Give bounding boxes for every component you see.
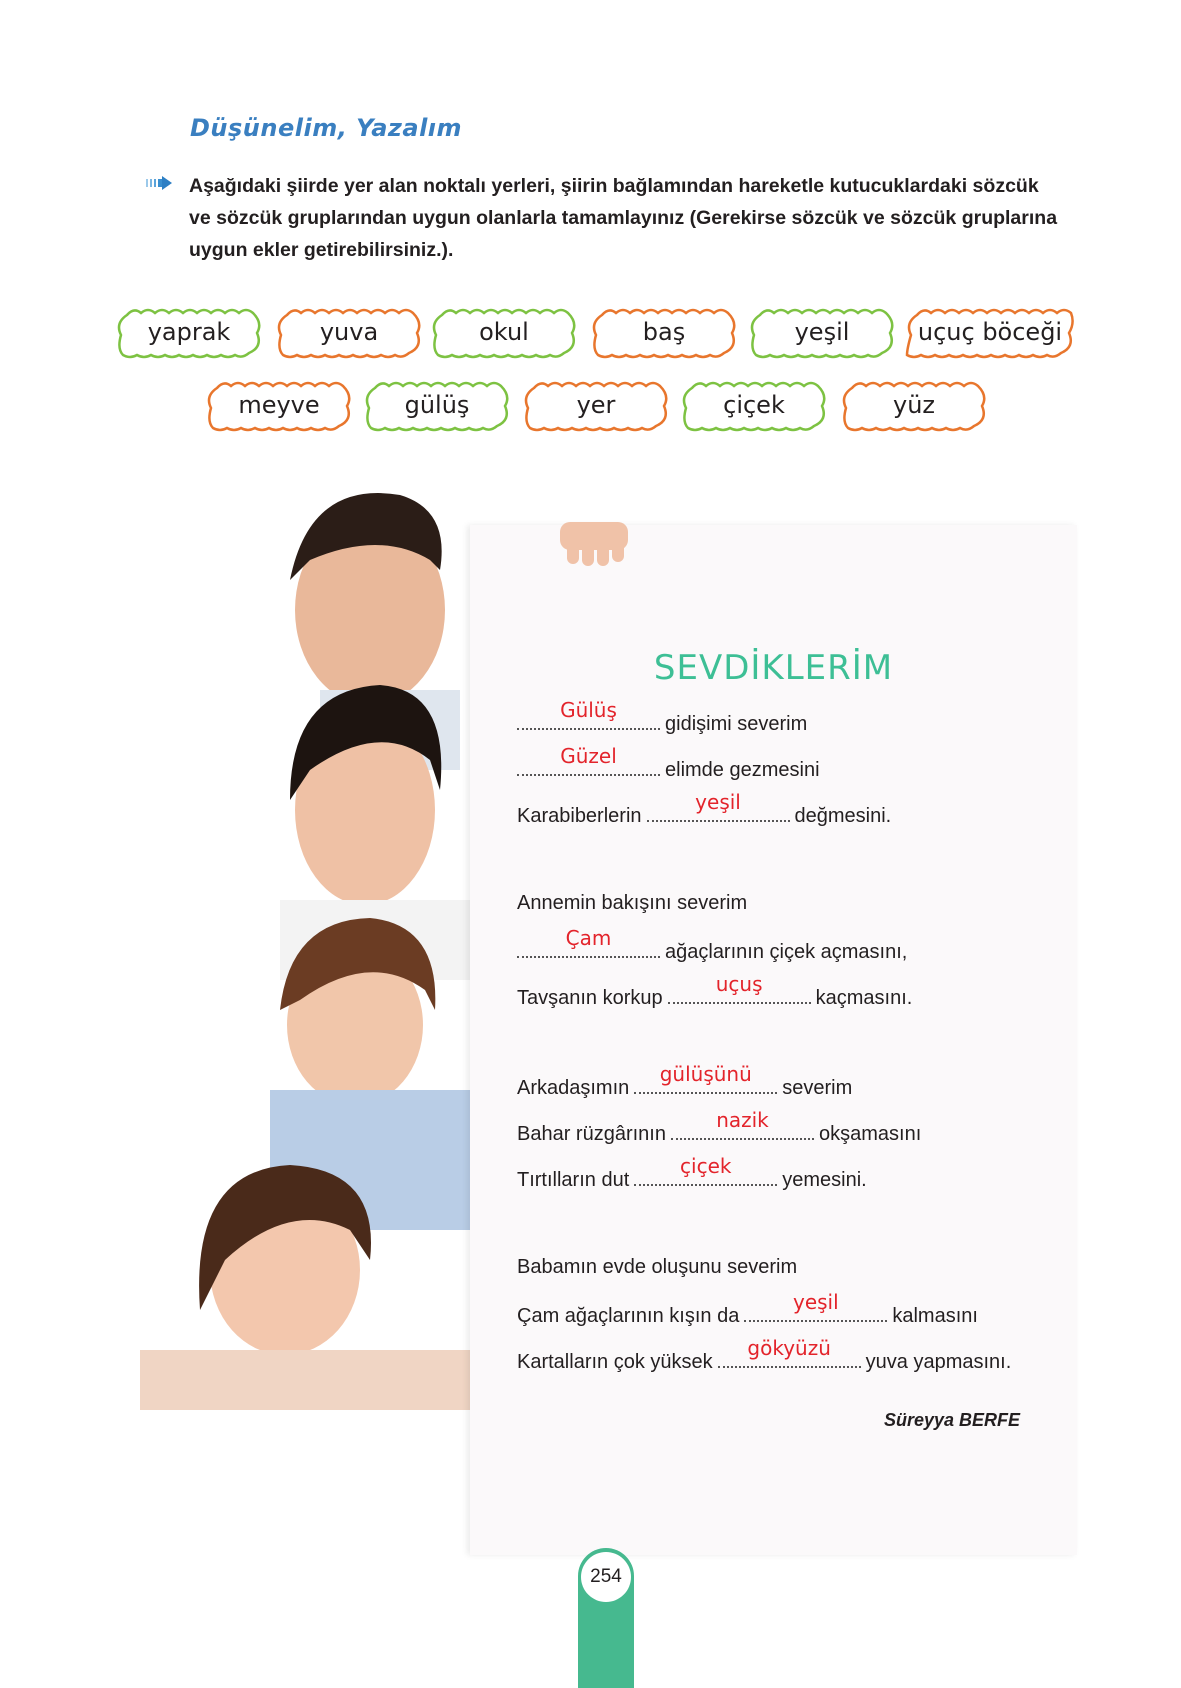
line-text-after: kalmasını: [892, 1305, 978, 1327]
filled-answer: Gülüş: [560, 698, 617, 722]
word-box-label: uçuç böceği: [917, 318, 1063, 346]
poem-line: [517, 892, 747, 915]
filled-answer: gökyüzü: [747, 1336, 831, 1360]
poem-line: [517, 698, 808, 736]
poem-line: [517, 926, 908, 964]
word-box-label: gülüş: [404, 391, 470, 419]
word-box-label: okul: [479, 318, 529, 346]
blank-field[interactable]: [718, 1336, 861, 1368]
filled-answer: çiçek: [680, 1154, 732, 1178]
blank-field[interactable]: [671, 1108, 814, 1140]
blank-field[interactable]: [744, 1290, 887, 1322]
word-box: [275, 305, 423, 361]
line-text-before: Karabiberlerin: [517, 805, 642, 827]
poem-title: SEVDİKLERİM: [653, 648, 894, 688]
poem-author: Süreyya BERFE: [883, 1410, 1020, 1430]
filled-answer: gülüşünü: [659, 1062, 752, 1086]
line-text-before: Bahar rüzgârının: [517, 1123, 666, 1145]
filled-answer: Güzel: [560, 744, 617, 768]
word-box-label: yeşil: [794, 318, 850, 346]
word-box: [522, 378, 670, 434]
line-text-before: Tavşanın korkup: [517, 987, 663, 1009]
line-text-after: yemesini.: [782, 1169, 867, 1191]
family-photo: [140, 470, 480, 1555]
poem-line: [517, 1256, 797, 1279]
line-text-after: elimde gezmesini: [665, 759, 820, 781]
blank-field[interactable]: [668, 972, 811, 1004]
word-box: [590, 305, 738, 361]
word-box-label: yaprak: [147, 318, 231, 346]
line-text-after: değmesini.: [794, 805, 892, 827]
blank-field[interactable]: [517, 744, 660, 776]
blank-field[interactable]: [634, 1154, 777, 1186]
line-text-after: kaçmasını.: [815, 987, 913, 1009]
poem-line: [517, 1336, 1012, 1374]
blank-field[interactable]: [517, 926, 660, 958]
blank-field[interactable]: [647, 790, 790, 822]
line-text-before: Arkadaşımın: [517, 1077, 630, 1099]
page-number: 254: [581, 1552, 631, 1602]
word-box: [205, 378, 353, 434]
line-text-before: Annemin bakışını severim: [517, 892, 748, 914]
poem-line: [517, 1290, 978, 1328]
word-box: [115, 305, 263, 361]
line-text-before: Çam ağaçlarının kışın da: [517, 1305, 740, 1327]
line-text-before: Babamın evde oluşunu severim: [517, 1256, 798, 1278]
line-text-after: yuva yapmasını.: [865, 1351, 1012, 1373]
word-box-label: yüz: [892, 391, 935, 419]
filled-answer: uçuş: [715, 972, 763, 996]
blank-field[interactable]: [517, 698, 660, 730]
poem-line: [517, 1062, 853, 1100]
word-box-label: yuva: [319, 318, 379, 346]
line-text-before: Kartalların çok yüksek: [517, 1351, 713, 1373]
section-title: Düşünelim, Yazalım: [190, 114, 463, 142]
line-text-after: gidişimi severim: [665, 713, 808, 735]
word-box: [430, 305, 578, 361]
filled-answer: Çam: [565, 926, 612, 950]
word-box: [905, 305, 1075, 361]
word-box: [680, 378, 828, 434]
word-box: [840, 378, 988, 434]
line-text-after: okşamasını: [818, 1123, 922, 1145]
poem-line: [517, 972, 913, 1010]
instruction-text: Aşağıdaki şiirde yer alan noktalı yerleri, şiirin bağlamından hareketle kutucuklardaki sözcük ve sözcük gruplarından uygun olanlarla tamamlayınız (Gerekirse sözcük ve sözcük gruplarına uygun ekler getirebilirsiniz.).: [189, 175, 1058, 261]
line-text-after: severim: [782, 1077, 853, 1099]
filled-answer: yeşil: [793, 1290, 839, 1314]
poem-line: [517, 1108, 922, 1146]
poem-line: [517, 1154, 867, 1192]
word-box: [748, 305, 896, 361]
poem-line: [517, 744, 820, 782]
blank-field[interactable]: [634, 1062, 777, 1094]
word-box: [363, 378, 511, 434]
line-text-before: Tırtılların dut: [517, 1169, 630, 1191]
word-box-label: çiçek: [723, 391, 785, 419]
hand-image: [555, 517, 635, 567]
word-box-label: meyve: [238, 391, 320, 419]
word-box-label: yer: [576, 391, 616, 419]
filled-answer: nazik: [716, 1108, 769, 1132]
word-box-label: baş: [642, 318, 686, 346]
line-text-after: ağaçlarının çiçek açmasını,: [665, 941, 908, 963]
filled-answer: yeşil: [695, 790, 741, 814]
poem-line: [517, 790, 892, 828]
arrow-right-icon: [146, 176, 174, 190]
